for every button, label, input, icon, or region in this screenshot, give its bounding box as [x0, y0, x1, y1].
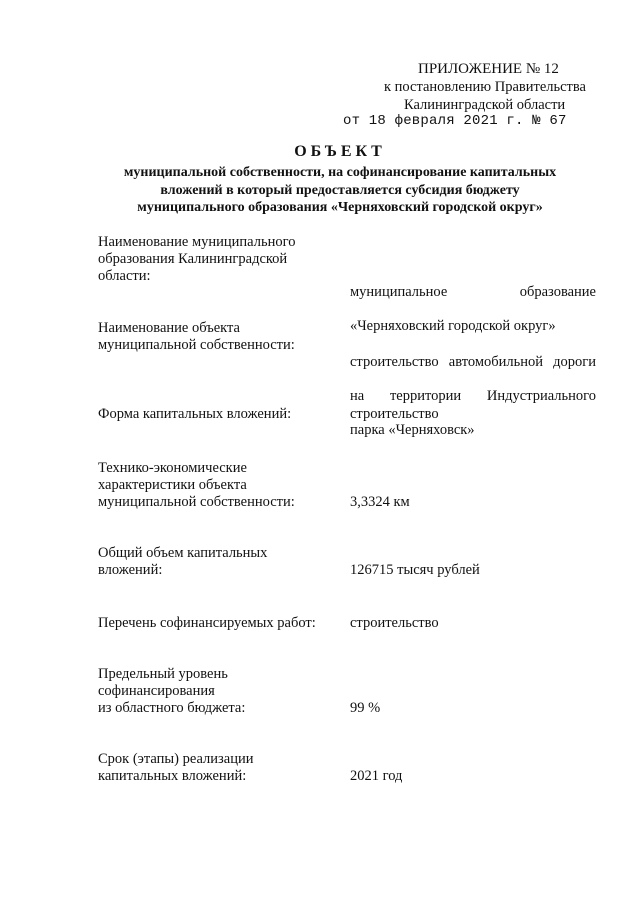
field-value-line: на территории Индустриального — [350, 388, 596, 404]
document-subtitle-line-2: вложений в который предоставляется субсидия бюджету — [160, 182, 520, 198]
field-label: Предельный уровень софинансирования из областного бюджета: — [98, 666, 246, 716]
field-value-line: «Черняховский городской округ» — [350, 318, 556, 334]
document-subtitle-line-3: муниципального образования «Черняховский городской округ» — [137, 200, 543, 215]
field-label: Форма капитальных вложений: — [98, 406, 292, 422]
field-label: Срок (этапы) реализации капитальных вложений: — [98, 751, 254, 784]
appendix-region-line: Калининградской области — [404, 97, 566, 113]
field-value — [350, 337, 596, 456]
document-subtitle-line-1: муниципальной собственности, на софинансирование капитальных — [123, 165, 557, 180]
field-value-line: парка «Черняховск» — [350, 422, 475, 438]
appendix-title: ПРИЛОЖЕНИЕ № 12 — [418, 61, 559, 77]
appendix-resolution-line: к постановлению Правительства — [384, 79, 586, 95]
field-value: строительство — [350, 406, 439, 422]
field-value-line: муниципальное образование — [350, 284, 596, 300]
field-label: Наименование объекта муниципальной собственности: — [98, 320, 295, 353]
field-label: Технико-экономические характеристики объекта муниципальной собственности: — [98, 460, 295, 510]
field-value: строительство — [350, 615, 439, 631]
field-value: 99 % — [350, 700, 381, 716]
field-value: 3,3324 км — [350, 494, 410, 510]
document-title: ОБЪЕКТ — [294, 143, 386, 160]
document-header — [80, 143, 600, 217]
field-value-line: строительство автомобильной дороги — [350, 354, 596, 370]
appendix-date-line: от 18 февраля 2021 г. № 67 — [343, 113, 567, 129]
field-label: Наименование муниципального образования Калининградской области: — [98, 234, 296, 284]
field-value: 126715 тысяч рублей — [350, 562, 480, 578]
field-label: Перечень софинансируемых работ: — [98, 615, 316, 631]
field-label: Общий объем капитальных вложений: — [98, 545, 268, 578]
field-value: 2021 год — [350, 768, 403, 784]
